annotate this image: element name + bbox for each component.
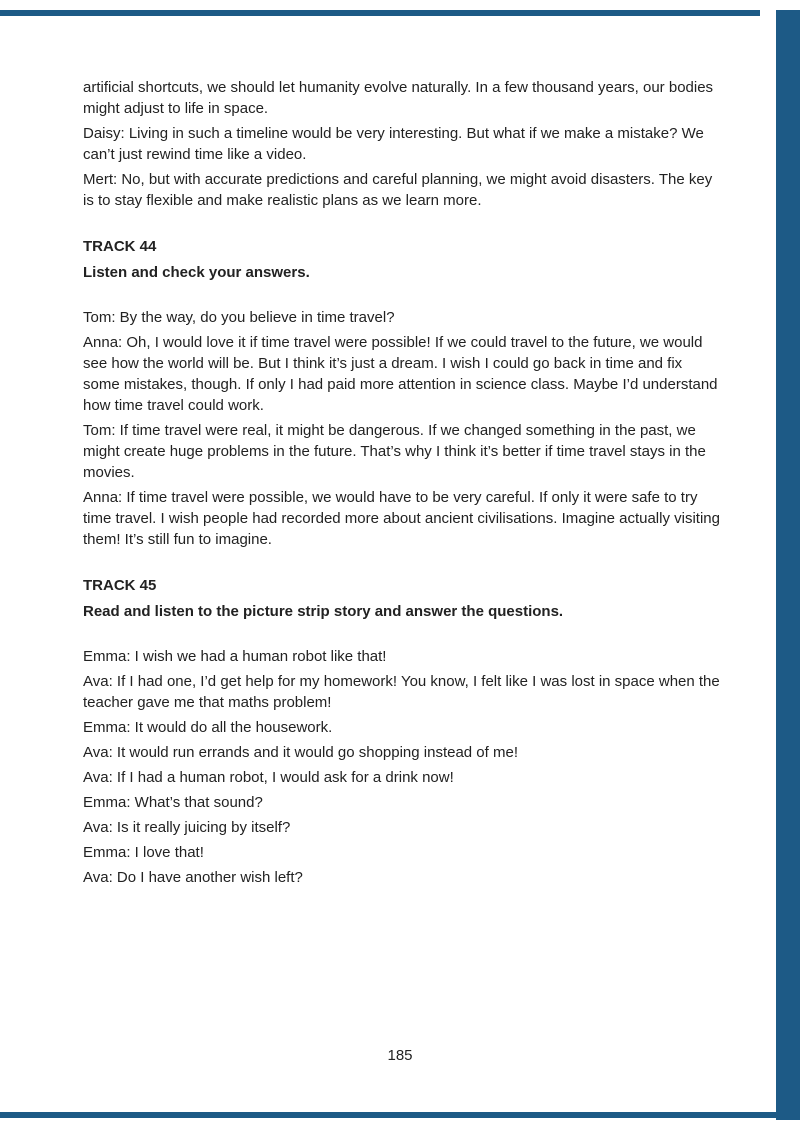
intro-paragraph: Mert: No, but with accurate predictions and careful planning, we might avoid disasters. The key is to stay flexible and make realistic plans as we learn more. xyxy=(83,171,713,209)
track-44-dialogue xyxy=(83,307,723,550)
intro-paragraph: artificial shortcuts, we should let humanity evolve naturally. In a few thousand years, our bodies might adjust to life in space. xyxy=(83,79,714,117)
dialogue-line: Ava: Is it really juicing by itself? xyxy=(83,819,291,836)
dialogue-line: Ava: If I had one, I’d get help for my homework! You know, I felt like I was lost in space when the teacher gave me that maths problem! xyxy=(83,673,720,711)
track-45-instruction: Read and listen to the picture strip story and answer the questions. xyxy=(83,603,564,620)
dialogue-line: Emma: I love that! xyxy=(83,844,204,861)
track-45-heading: TRACK 45 xyxy=(83,577,157,594)
page-content xyxy=(83,77,723,892)
page-number: 185 xyxy=(387,1047,413,1064)
intro-paragraph: Daisy: Living in such a timeline would be very interesting. But what if we make a mistake? We can’t just rewind time like a video. xyxy=(83,125,704,163)
frame-bottom-border xyxy=(0,1112,800,1118)
dialogue-line: Ava: If I had a human robot, I would ask for a drink now! xyxy=(83,769,454,786)
dialogue-line: Tom: If time travel were real, it might be dangerous. If we changed something in the past, we might create huge problems in the future. That’s why I think it’s better if time travel stays in the movies. xyxy=(83,422,706,481)
dialogue-line: Tom: By the way, do you believe in time travel? xyxy=(83,309,395,326)
dialogue-line: Anna: Oh, I would love it if time travel were possible! If we could travel to the future, we would see how the world will be. But I think it’s just a dream. I wish I could go back in time and fix some mistakes, though. If only I had paid more attention in science class. Maybe I’d understand how time travel could work. xyxy=(83,334,718,414)
dialogue-line: Emma: What’s that sound? xyxy=(83,794,263,811)
dialogue-line: Anna: If time travel were possible, we would have to be very careful. If only it were safe to try time travel. I wish people had recorded more about ancient civilisations. Imagine actually visiting them! It’s still fun to imagine. xyxy=(83,489,720,548)
track-44-heading: TRACK 44 xyxy=(83,238,157,255)
track-45-dialogue xyxy=(83,646,723,888)
dialogue-line: Ava: Do I have another wish left? xyxy=(83,869,303,886)
frame-right-border xyxy=(776,10,800,1120)
dialogue-line: Ava: It would run errands and it would go shopping instead of me! xyxy=(83,744,518,761)
dialogue-line: Emma: It would do all the housework. xyxy=(83,719,333,736)
track-44-instruction: Listen and check your answers. xyxy=(83,264,310,281)
dialogue-line: Emma: I wish we had a human robot like that! xyxy=(83,648,387,665)
